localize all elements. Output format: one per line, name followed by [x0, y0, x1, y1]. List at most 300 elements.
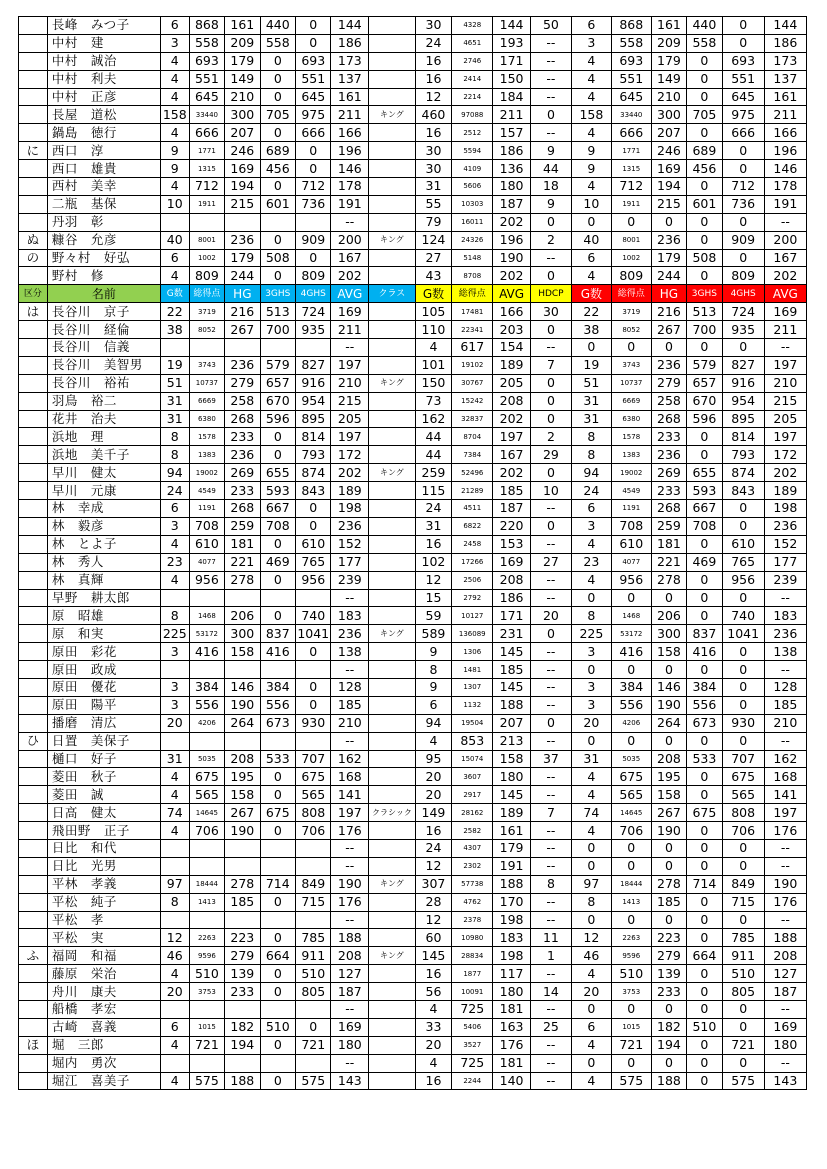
cell-cur-average: 169	[764, 1018, 806, 1036]
cell-cur-total-points: 53172	[611, 625, 651, 643]
cell-total-points-all: 10127	[452, 607, 493, 625]
cell-cur-4ghs: 0	[722, 249, 764, 267]
cell-cur-4ghs: 954	[722, 392, 764, 410]
cell-total-points: 1015	[189, 1018, 224, 1036]
cell-total-points: 575	[189, 1072, 224, 1090]
cell-total-g-count: 259	[415, 464, 452, 482]
cell-cur-total-points: 1578	[611, 428, 651, 446]
table-row	[19, 178, 807, 196]
cell-cur-4ghs: 0	[722, 34, 764, 52]
cell-handicap: 37	[530, 750, 571, 768]
cell-cur-average: 183	[764, 607, 806, 625]
cell-g-count: 19	[160, 356, 189, 374]
cell-total-points-all: 10980	[452, 929, 493, 947]
cell-total-points-all: 10091	[452, 983, 493, 1001]
cell-total-g-count: 20	[415, 1036, 452, 1054]
cell-cur-total-points: 19002	[611, 464, 651, 482]
cell-class	[369, 571, 416, 589]
cell-cur-g-count: 8	[571, 607, 611, 625]
cell-cur-average: 200	[764, 231, 806, 249]
cell-4ghs: 930	[296, 714, 331, 732]
cell-g-count: 3	[160, 678, 189, 696]
cell-total-g-count: 73	[415, 392, 452, 410]
cell-cur-high-game: 236	[651, 446, 686, 464]
table-row	[19, 607, 807, 625]
cell-name: 長谷川 美智男	[47, 356, 160, 374]
cell-cur-4ghs: 0	[722, 589, 764, 607]
cell-cur-g-count: 23	[571, 553, 611, 571]
cell-cur-g-count: 0	[571, 1000, 611, 1018]
cell-4ghs: 0	[296, 160, 331, 178]
cell-cur-4ghs: 1041	[722, 625, 764, 643]
cell-cur-3ghs: 0	[687, 70, 722, 88]
cell-kubun	[19, 374, 48, 392]
table-row	[19, 911, 807, 929]
cell-total-points: 384	[189, 678, 224, 696]
cell-4ghs: 724	[296, 303, 331, 321]
cell-cur-3ghs: 0	[687, 1000, 722, 1018]
cell-total-average: 169	[493, 553, 531, 571]
cell-high-game: 209	[225, 34, 260, 52]
cell-class	[369, 34, 416, 52]
cell-cur-average: 138	[764, 643, 806, 661]
cell-total-average: 208	[493, 392, 531, 410]
cell-total-points: 19002	[189, 464, 224, 482]
cell-kubun	[19, 1018, 48, 1036]
cell-high-game: 278	[225, 571, 260, 589]
cell-total-g-count: 55	[415, 195, 452, 213]
cell-g-count: 4	[160, 267, 189, 285]
cell-cur-average: 198	[764, 500, 806, 518]
cell-total-points-all: 725	[452, 1054, 493, 1072]
cell-total-points-all: 52496	[452, 464, 493, 482]
cell-cur-g-count: 12	[571, 929, 611, 947]
table-row	[19, 947, 807, 965]
cell-3ghs: 0	[260, 88, 295, 106]
cell-cur-g-count: 31	[571, 392, 611, 410]
cell-cur-average: 186	[764, 34, 806, 52]
cell-g-count	[160, 1054, 189, 1072]
table-row	[19, 17, 807, 35]
cell-total-points-all: 17481	[452, 303, 493, 321]
cell-name: 堀江 喜美子	[47, 1072, 160, 1090]
cell-cur-g-count: 4	[571, 88, 611, 106]
cell-3ghs	[260, 339, 295, 357]
cell-kubun	[19, 535, 48, 553]
cell-4ghs: 916	[296, 374, 331, 392]
cell-total-average: 188	[493, 696, 531, 714]
cell-handicap: 29	[530, 446, 571, 464]
cell-total-g-count: 4	[415, 732, 452, 750]
cell-average: 197	[331, 804, 369, 822]
cell-3ghs: 700	[260, 321, 295, 339]
cell-name: 丹羽 彰	[47, 213, 160, 231]
cell-cur-average: 141	[764, 786, 806, 804]
cell-average: 152	[331, 535, 369, 553]
cell-cur-average: --	[764, 213, 806, 231]
cell-name: 日比 和代	[47, 839, 160, 857]
cell-handicap: 0	[530, 714, 571, 732]
cell-cur-average: 210	[764, 714, 806, 732]
header-g-count: G数	[160, 285, 189, 303]
cell-name: 原 昭雄	[47, 607, 160, 625]
cell-3ghs: 0	[260, 929, 295, 947]
table-row	[19, 70, 807, 88]
cell-total-average: 202	[493, 213, 531, 231]
cell-cur-g-count: 10	[571, 195, 611, 213]
cell-class	[369, 195, 416, 213]
cell-handicap: 30	[530, 303, 571, 321]
cell-total-points-all: 2917	[452, 786, 493, 804]
cell-handicap: 11	[530, 929, 571, 947]
cell-high-game: 267	[225, 321, 260, 339]
cell-name: 福岡 和福	[47, 947, 160, 965]
cell-cur-total-points: 675	[611, 768, 651, 786]
cell-average: 205	[331, 410, 369, 428]
cell-g-count: 4	[160, 70, 189, 88]
cell-cur-high-game: 0	[651, 661, 686, 679]
cell-cur-3ghs: 667	[687, 500, 722, 518]
cell-3ghs: 0	[260, 178, 295, 196]
cell-total-points: 8052	[189, 321, 224, 339]
cell-cur-total-points: 6669	[611, 392, 651, 410]
cell-total-points: 14645	[189, 804, 224, 822]
cell-cur-4ghs: 551	[722, 70, 764, 88]
cell-high-game	[225, 213, 260, 231]
cell-4ghs: 0	[296, 696, 331, 714]
cell-cur-high-game: 210	[651, 88, 686, 106]
cell-class	[369, 267, 416, 285]
cell-4ghs: 645	[296, 88, 331, 106]
cell-cur-4ghs: 0	[722, 1018, 764, 1036]
cell-total-g-count: 33	[415, 1018, 452, 1036]
cell-cur-4ghs: 785	[722, 929, 764, 947]
cell-cur-total-points: 551	[611, 70, 651, 88]
cell-cur-high-game: 278	[651, 875, 686, 893]
cell-cur-g-count: 4	[571, 1072, 611, 1090]
cell-handicap: --	[530, 571, 571, 589]
cell-cur-high-game: 206	[651, 607, 686, 625]
cell-cur-high-game: 149	[651, 70, 686, 88]
cell-3ghs: 664	[260, 947, 295, 965]
cell-g-count	[160, 661, 189, 679]
cell-total-points: 4077	[189, 553, 224, 571]
cell-3ghs: 667	[260, 500, 295, 518]
cell-total-average: 161	[493, 822, 531, 840]
cell-cur-total-points: 510	[611, 965, 651, 983]
cell-handicap: 2	[530, 231, 571, 249]
table-row	[19, 643, 807, 661]
cell-high-game: 268	[225, 500, 260, 518]
cell-cur-g-count: 0	[571, 732, 611, 750]
cell-cur-g-count: 4	[571, 1036, 611, 1054]
cell-average: 178	[331, 178, 369, 196]
cell-total-points-all: 2244	[452, 1072, 493, 1090]
cell-name: 林 幸成	[47, 500, 160, 518]
cell-high-game: 233	[225, 482, 260, 500]
cell-kubun	[19, 804, 48, 822]
cell-cur-g-count: 51	[571, 374, 611, 392]
cell-total-points: 10737	[189, 374, 224, 392]
cell-handicap: 2	[530, 428, 571, 446]
cell-cur-4ghs: 911	[722, 947, 764, 965]
cell-total-points	[189, 839, 224, 857]
cell-cur-3ghs: 0	[687, 88, 722, 106]
cell-total-g-count: 589	[415, 625, 452, 643]
cell-handicap: 9	[530, 142, 571, 160]
cell-total-g-count: 59	[415, 607, 452, 625]
cell-handicap: 9	[530, 195, 571, 213]
cell-average: 168	[331, 768, 369, 786]
cell-average: --	[331, 732, 369, 750]
cell-cur-4ghs: 849	[722, 875, 764, 893]
cell-cur-high-game: 0	[651, 589, 686, 607]
header-ghs4: 4GHS	[296, 285, 331, 303]
cell-total-points	[189, 213, 224, 231]
cell-class	[369, 1036, 416, 1054]
cell-total-average: 205	[493, 374, 531, 392]
cell-4ghs: 827	[296, 356, 331, 374]
cell-cur-total-points: 712	[611, 178, 651, 196]
cell-total-points: 8001	[189, 231, 224, 249]
cell-class	[369, 857, 416, 875]
cell-total-g-count: 30	[415, 160, 452, 178]
cell-4ghs: 575	[296, 1072, 331, 1090]
cell-total-g-count: 16	[415, 124, 452, 142]
cell-g-count: 4	[160, 535, 189, 553]
cell-average: 191	[331, 195, 369, 213]
cell-cur-3ghs: 0	[687, 607, 722, 625]
cell-cur-4ghs: 0	[722, 911, 764, 929]
cell-high-game: 236	[225, 356, 260, 374]
cell-name: 船橋 孝宏	[47, 1000, 160, 1018]
cell-cur-average: --	[764, 1054, 806, 1072]
cell-name: 西口 雄貴	[47, 160, 160, 178]
cell-handicap: 10	[530, 482, 571, 500]
cell-total-average: 163	[493, 1018, 531, 1036]
cell-total-points-all: 5406	[452, 1018, 493, 1036]
cell-total-points	[189, 732, 224, 750]
cell-cur-total-points: 0	[611, 911, 651, 929]
cell-high-game: 278	[225, 875, 260, 893]
cell-high-game: 179	[225, 52, 260, 70]
cell-total-points: 556	[189, 696, 224, 714]
cell-total-points-all: 2792	[452, 589, 493, 607]
cell-total-average: 154	[493, 339, 531, 357]
header-class: クラス	[369, 285, 416, 303]
cell-cur-average: 173	[764, 52, 806, 70]
cell-cur-total-points: 9596	[611, 947, 651, 965]
cell-4ghs: 793	[296, 446, 331, 464]
cell-class: キング	[369, 947, 416, 965]
cell-3ghs	[260, 857, 295, 875]
cell-cur-4ghs: 0	[722, 339, 764, 357]
cell-total-points-all: 4511	[452, 500, 493, 518]
cell-cur-4ghs: 666	[722, 124, 764, 142]
cell-high-game: 169	[225, 160, 260, 178]
cell-g-count: 38	[160, 321, 189, 339]
cell-high-game: 206	[225, 607, 260, 625]
table-row	[19, 374, 807, 392]
cell-handicap: 0	[530, 410, 571, 428]
table-row	[19, 893, 807, 911]
cell-4ghs: 0	[296, 643, 331, 661]
cell-cur-high-game: 182	[651, 1018, 686, 1036]
cell-name: 二瓶 基保	[47, 195, 160, 213]
cell-total-g-count: 31	[415, 178, 452, 196]
cell-cur-average: 137	[764, 70, 806, 88]
cell-4ghs: 666	[296, 124, 331, 142]
cell-cur-average: 176	[764, 822, 806, 840]
cell-total-g-count: 162	[415, 410, 452, 428]
cell-total-average: 186	[493, 142, 531, 160]
cell-total-points: 510	[189, 965, 224, 983]
cell-4ghs: 956	[296, 571, 331, 589]
cell-handicap: --	[530, 1054, 571, 1072]
cell-total-points-all: 19102	[452, 356, 493, 374]
table-row	[19, 535, 807, 553]
cell-cur-high-game: 268	[651, 500, 686, 518]
cell-total-points: 565	[189, 786, 224, 804]
cell-cur-3ghs: 0	[687, 822, 722, 840]
cell-name: 樋口 好子	[47, 750, 160, 768]
cell-g-count: 51	[160, 374, 189, 392]
cell-high-game	[225, 339, 260, 357]
cell-total-g-count: 12	[415, 88, 452, 106]
cell-4ghs: 808	[296, 804, 331, 822]
cell-cur-total-points: 4206	[611, 714, 651, 732]
cell-average: --	[331, 213, 369, 231]
cell-cur-3ghs: 657	[687, 374, 722, 392]
cell-cur-high-game: 185	[651, 893, 686, 911]
cell-total-points-all: 2214	[452, 88, 493, 106]
header-avg: AVG	[331, 285, 369, 303]
cell-3ghs: 579	[260, 356, 295, 374]
cell-high-game: 208	[225, 750, 260, 768]
cell-class	[369, 428, 416, 446]
cell-g-count: 4	[160, 124, 189, 142]
cell-class	[369, 482, 416, 500]
cell-total-points: 6380	[189, 410, 224, 428]
cell-cur-4ghs: 0	[722, 17, 764, 35]
cell-total-average: 179	[493, 839, 531, 857]
cell-total-points: 610	[189, 535, 224, 553]
cell-kubun	[19, 106, 48, 124]
cell-average: 162	[331, 750, 369, 768]
cell-cur-average: --	[764, 1000, 806, 1018]
cell-kubun	[19, 124, 48, 142]
table-row	[19, 1054, 807, 1072]
cell-cur-3ghs: 601	[687, 195, 722, 213]
cell-total-average: 203	[493, 321, 531, 339]
cell-total-points-all: 5606	[452, 178, 493, 196]
cell-class	[369, 553, 416, 571]
cell-class	[369, 535, 416, 553]
cell-cur-total-points: 8001	[611, 231, 651, 249]
cell-cur-4ghs: 565	[722, 786, 764, 804]
header-kubun: 区分	[19, 285, 48, 303]
cell-cur-3ghs: 670	[687, 392, 722, 410]
cell-4ghs	[296, 732, 331, 750]
cell-cur-3ghs: 533	[687, 750, 722, 768]
cell-cur-g-count: 3	[571, 643, 611, 661]
cell-name: 糠谷 允彦	[47, 231, 160, 249]
cell-class	[369, 1054, 416, 1072]
cell-cur-4ghs: 510	[722, 965, 764, 983]
header-total-pts: 総得点	[189, 285, 224, 303]
cell-3ghs: 708	[260, 517, 295, 535]
cell-cur-g-count: 20	[571, 714, 611, 732]
cell-total-g-count: 24	[415, 34, 452, 52]
cell-total-points: 708	[189, 517, 224, 535]
cell-average: 183	[331, 607, 369, 625]
cell-cur-average: 208	[764, 947, 806, 965]
cell-kubun	[19, 607, 48, 625]
cell-total-g-count: 16	[415, 70, 452, 88]
cell-kubun	[19, 1000, 48, 1018]
cell-average: 196	[331, 142, 369, 160]
cell-total-points: 9596	[189, 947, 224, 965]
cell-class	[369, 589, 416, 607]
cell-total-g-count: 16	[415, 965, 452, 983]
cell-3ghs: 533	[260, 750, 295, 768]
cell-cur-g-count: 0	[571, 857, 611, 875]
cell-g-count: 23	[160, 553, 189, 571]
cell-class	[369, 52, 416, 70]
cell-total-g-count: 16	[415, 535, 452, 553]
cell-3ghs	[260, 213, 295, 231]
cell-cur-3ghs: 837	[687, 625, 722, 643]
cell-kubun	[19, 839, 48, 857]
table-row	[19, 249, 807, 267]
cell-3ghs	[260, 732, 295, 750]
cell-total-g-count: 460	[415, 106, 452, 124]
cell-kubun	[19, 678, 48, 696]
cell-name: 藤原 栄治	[47, 965, 160, 983]
cell-cur-4ghs: 0	[722, 696, 764, 714]
cell-cur-3ghs: 0	[687, 571, 722, 589]
cell-total-points-all: 1877	[452, 965, 493, 983]
cell-3ghs: 0	[260, 893, 295, 911]
cell-total-g-count: 9	[415, 678, 452, 696]
cell-cur-average: 187	[764, 983, 806, 1001]
cell-cur-g-count: 0	[571, 839, 611, 857]
cell-handicap: --	[530, 911, 571, 929]
cell-total-average: 220	[493, 517, 531, 535]
cell-kubun	[19, 52, 48, 70]
table-row	[19, 1018, 807, 1036]
header-row	[19, 285, 807, 303]
cell-4ghs: 706	[296, 822, 331, 840]
cell-kubun: は	[19, 303, 48, 321]
cell-cur-high-game: 146	[651, 678, 686, 696]
header-total-pts2: 総得点	[452, 285, 493, 303]
cell-3ghs: 0	[260, 70, 295, 88]
cell-cur-4ghs: 843	[722, 482, 764, 500]
cell-cur-g-count: 8	[571, 893, 611, 911]
cell-total-points: 712	[189, 178, 224, 196]
cell-cur-4ghs: 805	[722, 983, 764, 1001]
cell-high-game: 194	[225, 1036, 260, 1054]
cell-cur-4ghs: 707	[722, 750, 764, 768]
cell-handicap: 18	[530, 178, 571, 196]
cell-cur-average: 169	[764, 303, 806, 321]
cell-cur-3ghs: 673	[687, 714, 722, 732]
cell-handicap: 0	[530, 213, 571, 231]
cell-3ghs: 596	[260, 410, 295, 428]
cell-cur-g-count: 4	[571, 965, 611, 983]
cell-high-game	[225, 589, 260, 607]
